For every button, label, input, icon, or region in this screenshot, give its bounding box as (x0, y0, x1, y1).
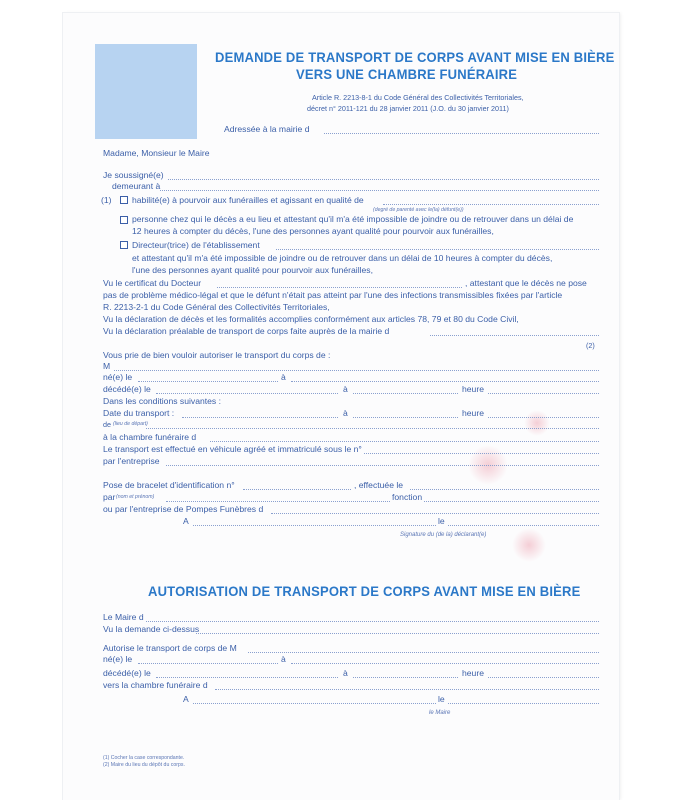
checkbox-personne[interactable] (120, 216, 128, 224)
vu-certificat-attestant: , attestant que le décès ne pose (465, 278, 587, 288)
pompes-funebres-field[interactable] (271, 513, 599, 514)
aut-le-label: le (438, 694, 445, 704)
option-directeur-line3: l'une des personnes ayant qualité pour pourvoir aux funérailles, (132, 265, 373, 275)
parente-hint: (degré de parenté avec le(la) défunt(e)) (373, 207, 464, 213)
footnote-2: (2) Maire du lieu du dépôt du corps. (103, 762, 185, 768)
option-habilite: habilité(e) à pourvoir aux funérailles et agissant en qualité de (132, 195, 364, 205)
fonction-field[interactable] (424, 501, 599, 502)
aut-date-field[interactable] (448, 703, 599, 704)
effectuee-field[interactable] (410, 489, 599, 490)
pompes-funebres-label: ou par l'entreprise de Pompes Funèbres d (103, 504, 264, 514)
naissance-a-label: à (281, 372, 286, 382)
le-maire-caption: le Maire (429, 710, 451, 716)
stamp-box (95, 44, 197, 139)
red-smudge (524, 410, 550, 436)
legal-reference-2: décret n° 2011-121 du 28 janvier 2011 (J.O. du 30 janvier 2011) (307, 104, 509, 113)
transport-heure-field[interactable] (488, 417, 599, 418)
bracelet-label: Pose de bracelet d'identification n° (103, 480, 235, 490)
signature-date-field[interactable] (448, 525, 599, 526)
nom-prenom-hint: (nom et prénom) (116, 494, 155, 500)
deces-heure-label: heure (462, 384, 484, 394)
red-smudge (512, 528, 546, 562)
checkbox-directeur[interactable] (120, 241, 128, 249)
lieu-depart-hint: (lieu de départ) (113, 421, 148, 427)
chambre-label: à la chambre funéraire d (103, 432, 197, 442)
checkbox-habilite[interactable] (120, 196, 128, 204)
docteur-field[interactable] (217, 287, 462, 288)
autorise-name-field[interactable] (248, 652, 599, 653)
soussigne-label: Je soussigné(e) (103, 170, 164, 180)
mairie-prealable-field[interactable] (430, 335, 599, 336)
de-label: de (103, 420, 111, 429)
qualite-field[interactable] (383, 204, 599, 205)
transport-heure-label: heure (462, 408, 484, 418)
vu-certificat-label: Vu le certificat du Docteur (103, 278, 202, 288)
option-directeur-line2: et attestant qu'il m'a été impossible de joindre ou de retrouver dans un délai de 10 heures à compter du décès, (132, 253, 553, 263)
vu-demande-label: Vu la demande ci-dessus (103, 624, 200, 634)
aut-a-label: A (183, 694, 189, 704)
prie-text: Vous prie de bien vouloir autoriser le transport du corps de : (103, 350, 331, 360)
aut-deces-heure-field[interactable] (488, 677, 599, 678)
signature-caption: Signature du (de la) déclarant(e) (400, 532, 487, 538)
aut-deces-date-field[interactable] (156, 677, 338, 678)
vu-declaration-deces: Vu la déclaration de décès et les formalités accomplies conformément aux articles 78, 79 et 80 du Code Civil, (103, 314, 519, 324)
form-title-line2: VERS UNE CHAMBRE FUNÉRAIRE (296, 66, 518, 82)
par-nom-field[interactable] (166, 501, 390, 502)
decede-le-label: décédé(e) le (103, 384, 151, 394)
chambre-field[interactable] (210, 441, 599, 442)
signature-a-label: A (183, 516, 189, 526)
vu-demande-field[interactable] (196, 633, 599, 634)
etablissement-field[interactable] (276, 249, 599, 250)
aut-lieu-field[interactable] (193, 703, 436, 704)
conditions-label: Dans les conditions suivantes : (103, 396, 221, 406)
aut-deces-heure-label: heure (462, 668, 484, 678)
footnote-1: (1) Cocher la case correspondante. (103, 755, 185, 761)
aut-deces-lieu-field[interactable] (353, 677, 458, 678)
option-personne-line1: personne chez qui le décès a eu lieu et attestant qu'il m'a été impossible de joindre ou de retrouver dans un délai de (132, 214, 574, 224)
effectuee-label: , effectuée le (354, 480, 404, 490)
vehicule-label: Le transport est effectué en véhicule agréé et immatriculé sous le n° (103, 444, 362, 454)
form-title-line1: DEMANDE DE TRANSPORT DE CORPS AVANT MISE EN BIÈRE (215, 49, 615, 65)
deces-heure-field[interactable] (488, 393, 599, 394)
lieu-depart-field[interactable] (146, 428, 599, 429)
address-field[interactable] (324, 133, 599, 134)
demeurant-field[interactable] (160, 190, 599, 191)
aut-decede-le-label: décédé(e) le (103, 668, 151, 678)
aut-naissance-lieu-field[interactable] (291, 663, 599, 664)
deces-lieu-field[interactable] (353, 393, 458, 394)
aut-ne-le-label: né(e) le (103, 654, 133, 664)
bracelet-field[interactable] (243, 489, 351, 490)
transport-a-label: à (343, 408, 348, 418)
aut-naissance-date-field[interactable] (138, 663, 278, 664)
vers-chambre-label: vers la chambre funéraire d (103, 680, 208, 690)
maire-label: Le Maire d (103, 612, 144, 622)
autorise-label: Autorise le transport de corps de M (103, 643, 237, 653)
entreprise-label: par l'entreprise (103, 456, 160, 466)
vers-chambre-field[interactable] (215, 689, 599, 690)
note-1-mark: (1) (101, 195, 112, 205)
fonction-label: fonction (392, 492, 423, 502)
maire-field[interactable] (146, 621, 599, 622)
option-directeur-line1: Directeur(trice) de l'établissement (132, 240, 260, 250)
deces-date-field[interactable] (156, 393, 338, 394)
aut-deces-a-label: à (343, 668, 348, 678)
immatriculation-field[interactable] (364, 453, 599, 454)
ne-le-label: né(e) le (103, 372, 133, 382)
address-label: Adressée à la mairie d (224, 124, 310, 134)
entreprise-field[interactable] (166, 465, 599, 466)
aut-naissance-a-label: à (281, 654, 286, 664)
demeurant-label: demeurant à (112, 181, 161, 191)
vu-declaration-prealable: Vu la déclaration préalable de transport de corps faite auprès de la mairie d (103, 326, 390, 336)
transport-lieu-field[interactable] (353, 417, 458, 418)
signature-le-label: le (438, 516, 445, 526)
naissance-date-field[interactable] (138, 381, 278, 382)
legal-reference-1: Article R. 2213-8-1 du Code Général des Collectivités Territoriales, (312, 93, 524, 102)
salutation: Madame, Monsieur le Maire (103, 148, 210, 158)
date-transport-label: Date du transport : (103, 408, 175, 418)
defunt-name-field[interactable] (114, 370, 599, 371)
m-label: M (103, 361, 111, 371)
signature-lieu-field[interactable] (193, 525, 436, 526)
deces-a-label: à (343, 384, 348, 394)
par-label: par (103, 492, 116, 502)
note-2-mark: (2) (586, 341, 595, 350)
vu-certificat-line3: R. 2213-2-1 du Code Général des Collectivités Territoriales, (103, 302, 330, 312)
option-personne-line2: 12 heures à compter du décès, l'une des personnes ayant qualité pour pourvoir aux funérailles, (132, 226, 494, 236)
transport-date-field[interactable] (182, 417, 338, 418)
vu-certificat-line2: pas de problème médico-légal et que le défunt n'était pas atteint par l'une des infections transmissibles fixées par l'article (103, 290, 563, 300)
autorisation-title: AUTORISATION DE TRANSPORT DE CORPS AVANT MISE EN BIÈRE (148, 583, 581, 599)
soussigne-field[interactable] (168, 179, 599, 180)
naissance-lieu-field[interactable] (291, 381, 599, 382)
